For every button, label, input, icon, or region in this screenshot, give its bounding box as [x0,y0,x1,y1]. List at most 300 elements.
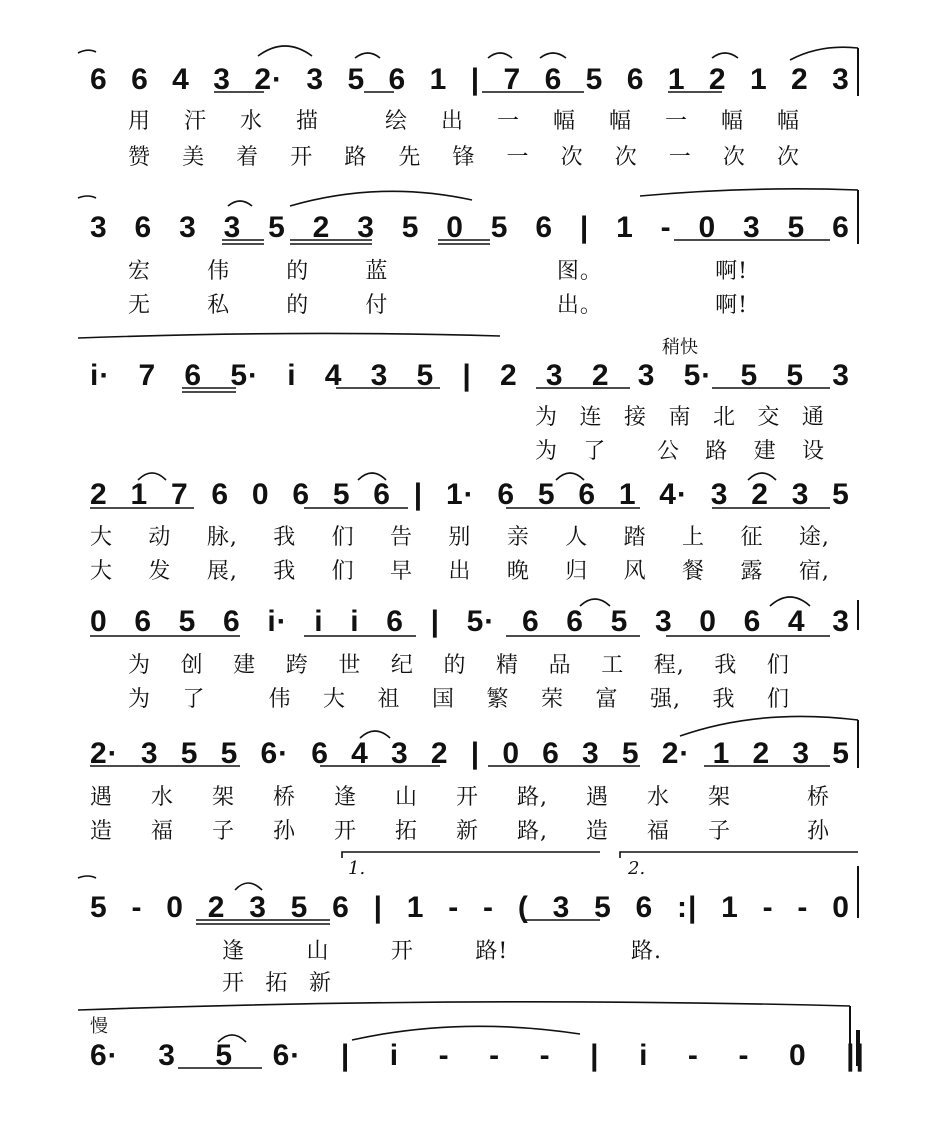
note: 3 [213,63,231,96]
note: 6 [332,891,350,924]
note: 5 [740,359,759,392]
lyric: 次 [776,144,800,170]
note: i· [90,359,111,392]
note: 5 [832,737,850,770]
lyric-row-7-verse-2 [222,966,332,996]
lyric-row-6-verse-1 [90,780,830,810]
lyric: 一 [506,144,530,170]
note: 2 [791,63,809,96]
lyric: 出。 [556,292,603,318]
note: 6 [373,478,391,511]
tempo-marking: 稍快 [662,337,698,358]
lyric: 孙 [273,818,297,844]
note: 2· [661,737,691,770]
lyric: 荣 [540,686,564,712]
note: 5 [290,891,309,924]
note: 3 [637,359,656,392]
lyric: 北 [712,404,736,430]
note: - [489,1039,501,1072]
lyric: 啊! [715,292,748,318]
note: - [438,1039,450,1072]
note: 3 [832,63,850,96]
note: 3 [832,359,850,392]
note: 5 [416,359,435,392]
lyric: 水 [240,108,264,134]
lyric: 国 [431,686,455,712]
lyric: 桥 [273,784,297,810]
note: 1 [429,63,448,96]
notes-row-2 [90,208,850,248]
lyric: 水 [646,784,670,810]
note: i [389,1039,400,1072]
note: 6 [535,211,553,244]
note: i· [267,605,288,638]
lyric: 美 [182,144,206,170]
note: 0 [446,211,464,244]
lyric: 伟 [207,258,231,284]
note: 2 [90,478,108,511]
lyric: 先 [398,144,422,170]
lyric: 路, [517,818,548,844]
note: 0 [832,891,850,924]
note: 4 [324,359,343,392]
lyric: 绘 [384,108,408,134]
note: 6· [90,1039,119,1072]
note: 1 [616,211,634,244]
note: 2 [207,891,226,924]
barline: | [373,891,383,924]
lyric: 幅 [720,108,744,134]
note: 6· [272,1039,302,1072]
lyric-row-3-verse-1 [535,400,825,430]
lyric: 出 [440,108,464,134]
note: 5 [347,63,366,96]
lyric: 南 [668,404,692,430]
lyric: 富 [595,686,619,712]
lyric: 工 [601,652,625,678]
note: 5· [466,605,496,638]
lyric: 建 [753,438,777,464]
barline: | [590,1039,600,1072]
lyric: 跨 [285,652,309,678]
lyric: 为 [128,652,152,678]
note: 5 [220,737,239,770]
lyric: 世 [338,652,362,678]
note: 3 [179,211,197,244]
lyric-row-7-verse-1 [222,934,662,964]
note: - [131,891,143,924]
lyric: 一 [664,108,688,134]
note: 5 [178,605,197,638]
note: 4· [659,478,688,511]
lyric: 路. [631,938,662,964]
lyric: 新 [308,970,332,996]
lyric: 我 [712,686,736,712]
note: 3 [832,605,850,638]
note: 3 [552,891,571,924]
tempo-marking-slow: 慢 [90,1016,108,1037]
lyric: 了 [182,686,206,712]
note: 4 [351,737,369,770]
lyric: 连 [579,404,603,430]
note: 2 [751,478,769,511]
volta-2: 2. [628,858,646,879]
lyric: 遇 [585,784,609,810]
lyric: 啊! [715,258,748,284]
lyric: 我 [273,558,297,584]
lyric-row-5-verse-2 [128,682,790,712]
note: 1 [721,891,739,924]
lyric: 的 [286,258,310,284]
note: ( [517,891,529,924]
notes-row-4 [90,475,850,515]
lyric-row-6-verse-2 [90,814,830,844]
note: 6 [388,63,407,96]
lyric: 造 [90,818,114,844]
lyric: 公 [656,438,680,464]
note: 6 [626,63,645,96]
lyric: 路! [475,938,509,964]
note: 6 [521,605,540,638]
note: 6 [497,478,516,511]
lyric: 强, [649,686,681,712]
note: 3 [391,737,409,770]
note: 0 [502,737,520,770]
note: - [539,1039,551,1072]
note: 2 [500,359,518,392]
notes-row-7 [90,888,850,928]
note: 0 [251,478,270,511]
lyric: 开 [222,970,246,996]
lyric: 架 [212,784,236,810]
barline: | [430,605,440,638]
notes-row-6 [90,734,850,774]
note: 3 [90,211,108,244]
lyric: 锋 [452,144,476,170]
note: 1 [667,63,686,96]
note: 6· [260,737,290,770]
lyric: 归 [565,558,589,584]
notes-row-8 [90,1036,865,1076]
lyric: 孙 [806,818,830,844]
note: 2 [752,737,771,770]
notes-row-5 [90,602,850,642]
volta-1: 1. [348,858,366,879]
lyric: 福 [646,818,670,844]
lyric-row-3-verse-2 [535,434,825,464]
lyric: 开 [290,144,314,170]
note: - [762,891,774,924]
lyric: 描 [296,108,320,134]
note: 3 [654,605,673,638]
lyric: 通 [801,404,825,430]
note: 6 [184,359,203,392]
note: 5 [537,478,556,511]
lyric: 大 [322,686,346,712]
lyric: 发 [148,558,172,584]
lyric: 次 [614,144,638,170]
note: 3 [545,359,564,392]
lyric: 露 [740,558,764,584]
lyric: 踏 [623,524,647,550]
note: 6 [311,737,329,770]
barline: | [470,737,481,770]
note: 1 [712,737,731,770]
note: - [797,891,809,924]
note: 6 [544,63,563,96]
lyric-row-2-verse-2 [128,288,748,318]
lyric: 纪 [390,652,414,678]
lyric: 展, [206,558,238,584]
lyric-row-1-verse-2 [128,140,800,170]
lyric: 的 [286,292,310,318]
lyric: 人 [565,524,589,550]
note: 6 [222,605,241,638]
lyric: 子 [707,818,731,844]
note: - [660,211,672,244]
lyric: 山 [395,784,419,810]
note: 5 [832,478,850,511]
lyric: 告 [390,524,414,550]
lyric: 蓝 [365,258,389,284]
note: 2 [430,737,449,770]
lyric: 出 [448,558,472,584]
lyric: 开 [456,784,480,810]
note: 2· [90,737,119,770]
note: 5 [621,737,640,770]
note: 5 [401,211,420,244]
note: 3 [743,211,761,244]
note: 5· [230,359,259,392]
final-barline: || [846,1039,865,1072]
lyric: 桥 [806,784,830,810]
note: 3 [223,211,242,244]
lyric: 繁 [486,686,510,712]
barline: | [579,211,590,244]
lyric: 脉, [206,524,238,550]
note: 7 [138,359,157,392]
note: 2 [312,211,331,244]
lyric: 山 [306,938,330,964]
note: 1 [130,478,149,511]
note: 6 [90,63,108,96]
note: 6 [134,211,153,244]
note: 0 [90,605,108,638]
lyric: 拓 [265,970,289,996]
lyric-row-2-verse-1 [128,254,748,284]
lyric: 们 [331,524,355,550]
notes-row-3 [90,356,850,396]
note: 4 [172,63,190,96]
barline: | [340,1039,351,1072]
note: 1 [406,891,425,924]
barline: | [462,359,472,392]
note: 3 [370,359,389,392]
note: 5 [490,211,509,244]
note: i [287,359,297,392]
note: 2 [708,63,727,96]
note: 3 [306,63,325,96]
lyric: 宏 [128,258,152,284]
barline: | [470,63,481,96]
note: 0 [698,211,717,244]
note: 3 [710,478,729,511]
lyric: 我 [273,524,297,550]
note: i [639,1039,649,1072]
note: 6 [743,605,762,638]
notes-row-1 [90,60,850,100]
lyric: 无 [128,292,152,318]
note: 6 [386,605,404,638]
lyric: 次 [722,144,746,170]
lyric: 逢 [222,938,246,964]
lyric: 福 [151,818,175,844]
note: 6 [566,605,584,638]
barline: | [413,478,424,511]
note: 1 [618,478,637,511]
note: 4 [787,605,806,638]
lyric: 开 [334,818,358,844]
lyric: 设 [801,438,825,464]
note: i [350,605,360,638]
note: 0 [699,605,717,638]
note: - [738,1039,750,1072]
lyric-row-1-verse-1 [128,104,800,134]
lyric: 大 [90,558,114,584]
lyric: 伟 [268,686,292,712]
lyric: 们 [766,686,790,712]
lyric: 大 [90,524,114,550]
note: 5 [786,359,805,392]
note: 2· [254,63,283,96]
lyric: 幅 [608,108,632,134]
lyric: 幅 [552,108,576,134]
lyric: 赞 [128,144,152,170]
note: 2 [591,359,610,392]
lyric-row-5-verse-1 [128,648,790,678]
note: 1 [749,63,768,96]
lyric-row-4-verse-1 [90,520,830,550]
lyric: 我 [714,652,738,678]
lyric: 开 [390,938,414,964]
lyric: 早 [390,558,414,584]
lyric: 新 [456,818,480,844]
lyric: 动 [148,524,172,550]
lyric: 风 [623,558,647,584]
lyric: 餐 [682,558,706,584]
note: 6 [635,891,654,924]
lyric-row-4-verse-2 [90,554,830,584]
lyric: 一 [496,108,520,134]
lyric: 为 [535,404,559,430]
note: 6 [211,478,230,511]
lyric: 路, [517,784,548,810]
lyric: 着 [236,144,260,170]
lyric: 的 [443,652,467,678]
lyric: 祖 [377,686,401,712]
note: 5 [610,605,629,638]
note: - [687,1039,699,1072]
lyric: 为 [128,686,152,712]
note: 6 [134,605,153,638]
lyric: 图。 [556,258,603,284]
lyric: 们 [766,652,790,678]
note: 3 [582,737,600,770]
lyric: 子 [212,818,236,844]
lyric: 为 [535,438,559,464]
lyric: 遇 [90,784,114,810]
note: 5 [332,478,351,511]
note: - [483,891,495,924]
lyric: 接 [623,404,647,430]
note: 3 [140,737,159,770]
lyric: 付 [365,292,389,318]
lyric: 交 [757,404,781,430]
note: 0 [166,891,184,924]
repeat-barline: :| [677,891,698,924]
note: 7 [170,478,189,511]
lyric: 拓 [395,818,419,844]
note: 5 [90,891,108,924]
lyric: 上 [682,524,706,550]
lyric: 私 [207,292,231,318]
note: 3 [791,478,810,511]
note: 1· [445,478,475,511]
lyric: 征 [740,524,764,550]
note: 6 [832,211,850,244]
lyric: 建 [233,652,257,678]
note: 3 [792,737,811,770]
lyric: 一 [668,144,692,170]
lyric: 晚 [506,558,530,584]
note: 3 [357,211,375,244]
note: 5 [268,211,286,244]
lyric: 幅 [776,108,800,134]
note: 5 [180,737,199,770]
note: 6 [131,63,149,96]
lyric: 途, [798,524,830,550]
note: 7 [503,63,522,96]
lyric: 程, [653,652,685,678]
lyric: 用 [128,108,152,134]
note: 3 [249,891,267,924]
lyric: 了 [583,438,607,464]
lyric: 架 [707,784,731,810]
note: i [314,605,324,638]
lyric: 精 [496,652,520,678]
lyric: 们 [331,558,355,584]
note: 5 [215,1039,234,1072]
lyric: 创 [180,652,204,678]
lyric: 次 [560,144,584,170]
lyric: 造 [585,818,609,844]
note: 5 [585,63,604,96]
lyric: 宿, [798,558,830,584]
lyric: 水 [151,784,175,810]
lyric: 别 [448,524,472,550]
lyric: 路 [344,144,368,170]
note: 5 [594,891,612,924]
note: 6 [542,737,560,770]
lyric: 品 [548,652,572,678]
lyric: 汗 [184,108,208,134]
note: 0 [788,1039,807,1072]
note: 5 [787,211,806,244]
note: 3 [158,1039,176,1072]
note: 6 [578,478,597,511]
note: - [448,891,460,924]
lyric: 亲 [506,524,530,550]
